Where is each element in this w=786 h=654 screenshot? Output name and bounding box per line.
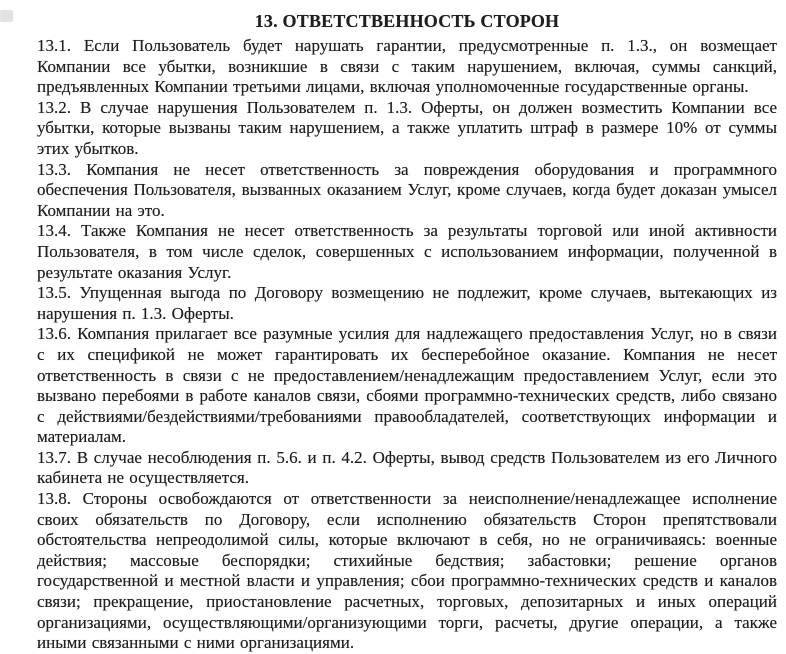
scan-artifact: [0, 10, 13, 22]
clause-13-7: [37, 448, 777, 489]
clause-13-1: [37, 36, 777, 98]
clause-13-5: [37, 283, 777, 324]
clause-number: 13.1.: [37, 36, 71, 55]
clause-13-8: [37, 489, 777, 654]
clause-number: 13.3.: [37, 159, 71, 179]
section-title: 13. ОТВЕТСТВЕННОСТЬ СТОРОН: [254, 11, 560, 31]
clause-text: Компания не несет ответственность за повреждения оборудования и программного обеспечения Пользователя, вызванных оказанием Услуг, кроме случаев, когда будет доказан умысел Компании на это.: [37, 159, 777, 220]
clause-text: Если Пользователь будет нарушать гарантии, предусмотренные п. 1.3., он возмещает Компании все убытки, возникшие в связи с таким нарушением, включая, суммы санкций, предъявленных Компании третьими лицами, включая уполномоченные государственные органы.: [37, 36, 777, 97]
clause-number: 13.6.: [37, 324, 71, 344]
clause-13-3: [37, 160, 777, 222]
clause-number: 13.2.: [37, 97, 71, 117]
clause-number: 13.7.: [37, 447, 71, 467]
clause-text: Компания прилагает все разумные усилия для надлежащего предоставления Услуг, но в связи с их спецификой не может гарантировать их бесперебойное оказание. Компания не несет ответственность в связи с не предоставлением/ненадлежащим предоставлением Услуг, если это вызвано перебоями в работе каналов связи, сбоями программно-технических средств, либо связано с действиями/бездействиями/требованиями правообладателей, соответствующих информации и материалам.: [37, 324, 777, 447]
clause-number: 13.5.: [37, 283, 71, 303]
clause-13-4: [37, 221, 777, 283]
clause-text: Упущенная выгода по Договору возмещению не подлежит, кроме случаев, вытекающих из нарушения п. 1.3. Оферты.: [37, 283, 778, 323]
clause-13-2: [37, 98, 777, 160]
clause-text: В случае нарушения Пользователем п. 1.3. Оферты, он должен возместить Компании все убытки, которые вызваны таким нарушением, а также уплатить штраф в размере 10% от суммы этих убытков.: [37, 97, 777, 158]
clause-text: Также Компания не несет ответственность за результаты торговой или иной активности Пользователя, в том числе сделок, совершенных с использованием информации, полученной в результате оказания Услуг.: [37, 221, 778, 282]
clause-13-6: [37, 324, 777, 448]
clause-number: 13.4.: [37, 221, 71, 241]
clause-text: В случае несоблюдения п. 5.6. и п. 4.2. Оферты, вывод средств Пользователем из его Личного кабинета не осуществляется.: [37, 447, 777, 488]
clause-number: 13.8.: [37, 489, 71, 509]
clause-text: Стороны освобождаются от ответственности за неисполнение/ненадлежащее исполнение своих обязательств по Договору, если исполнению обязательств Сторон препятствовали обстоятельства непреодолимой силы, которые включают в себя, но не ограничиваясь: военные действия; массовые беспорядки; стихийные бедствия; забастовки; решение органов государственной и местной власти и управления; сбои программно-технических средств и каналов связи; прекращение, приостановление расчетных, торговых, депозитарных и иных операций организациями, осуществляющими/организующими торги, расчеты, другие операции, а также иными связанными с ними организациями.: [37, 489, 778, 653]
